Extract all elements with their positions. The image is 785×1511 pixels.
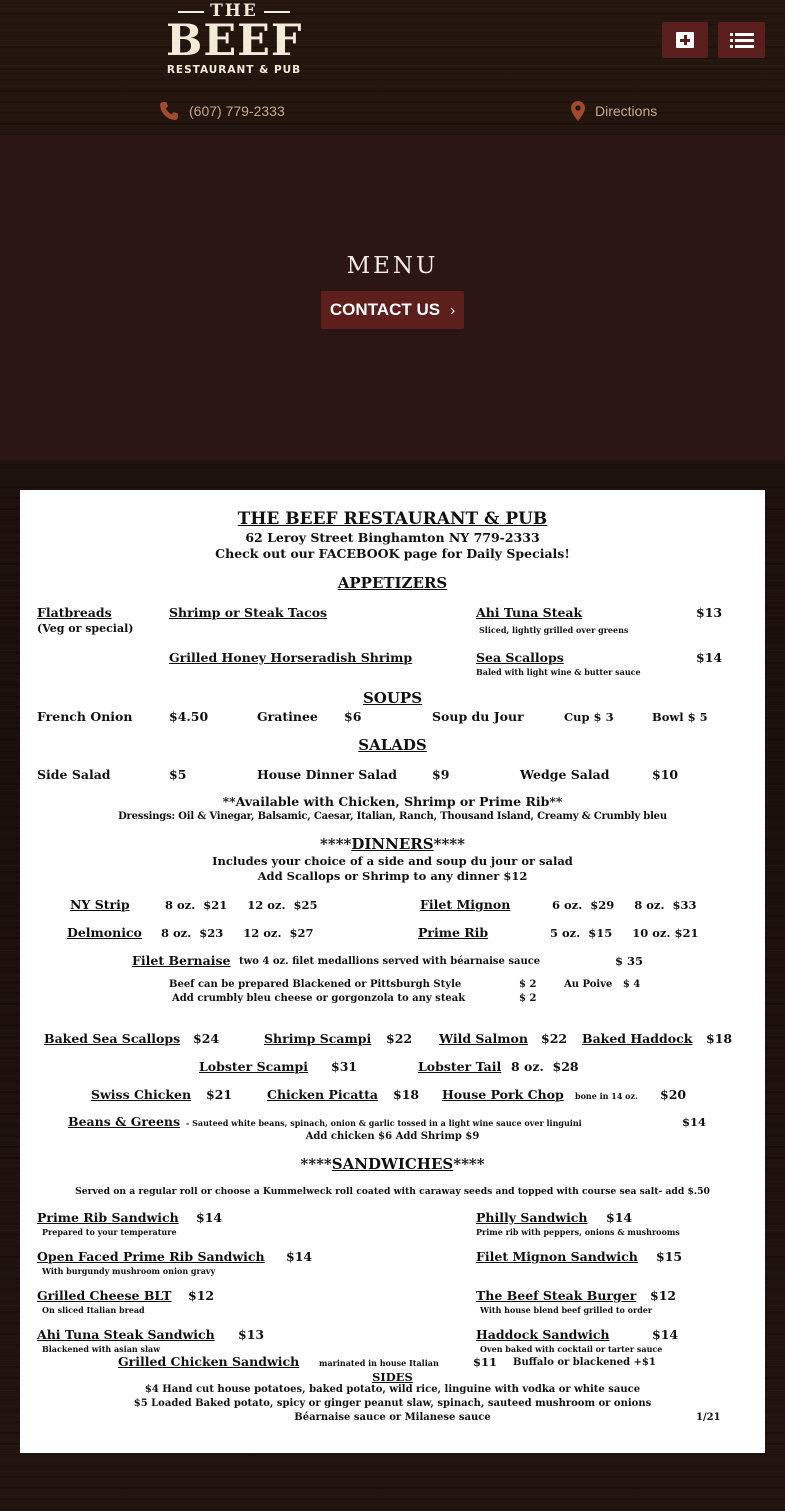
horseradish-shrimp: Grilled Honey Horseradish Shrimp [169,650,413,665]
house-pork-chop: House Pork Chop [442,1087,564,1102]
salad-available: **Available with Chicken, Shrimp or Prime Rib** [222,794,563,809]
steak-burger: The Beef Steak Burger [476,1288,637,1303]
sandwiches-heading [20,1155,765,1173]
dinners-stars-left: **** [320,835,352,853]
ny-strip: NY Strip [70,897,130,912]
sandwiches-stars-left: **** [300,1155,332,1173]
chevron-right-icon: › [450,301,456,319]
contact-us-button[interactable] [321,291,464,329]
side-salad-price: $5 [169,767,187,782]
filet-mignon: Filet Mignon [420,897,511,912]
grilled-chicken-desc: marinated in house Italian [319,1358,439,1368]
lobster-tail: Lobster Tail [418,1059,502,1074]
soup-bowl: Bowl $ 5 [652,710,708,724]
sea-scallops-note: Baled with light wine & butter sauce [476,667,641,677]
tacos: Shrimp or Steak Tacos [169,605,328,620]
menu-toggle-button[interactable] [718,22,765,58]
baked-sea-scallops: Baked Sea Scallops [44,1031,181,1046]
shrimp-scampi: Shrimp Scampi [264,1031,372,1046]
grilled-cheese-blt-price: $12 [188,1288,215,1303]
gratinee: Gratinee [257,709,318,724]
haddock-sandwich-price: $14 [652,1327,679,1342]
ahi-tuna-price: $13 [696,605,723,620]
sea-scallops-price: $14 [696,650,723,665]
baked-sea-scallops-price: $24 [193,1031,220,1046]
sandwiches-served: Served on a regular roll or choose a Kummelweck roll coated with caraway seeds and topped with course sea salt- add $.50 [75,1186,710,1197]
contact-us-label: CONTACT US [329,300,441,319]
philly-sandwich-price: $14 [606,1210,633,1225]
lobster-tail-price: 8 oz. $28 [511,1059,579,1074]
baked-haddock-price: $18 [706,1031,733,1046]
philly-sandwich-note: Prime rib with peppers, onions & mushrooms [476,1227,680,1237]
open-faced-sandwich-price: $14 [286,1249,313,1264]
philly-sandwich: Philly Sandwich [476,1210,588,1225]
chicken-picatta-price: $18 [393,1087,420,1102]
salad-dressings: Dressings: Oil & Vinegar, Balsamic, Caesar, Italian, Ranch, Thousand Island, Creamy & Crumbly bleu [118,811,667,822]
wild-salmon-price: $22 [541,1031,568,1046]
salads-heading: SALADS [358,736,427,754]
grilled-chicken-price: $11 [473,1355,498,1369]
open-faced-sandwich: Open Faced Prime Rib Sandwich [37,1249,265,1264]
swiss-chicken-price: $21 [206,1087,233,1102]
phone-number: (607) 779-2333 [189,103,285,119]
swiss-chicken: Swiss Chicken [91,1087,192,1102]
grilled-cheese-blt: Grilled Cheese BLT [37,1288,172,1303]
ahi-tuna-sandwich-price: $13 [238,1327,265,1342]
grilled-chicken-sandwich: Grilled Chicken Sandwich [118,1354,300,1369]
menu-date: 1/21 [696,1412,721,1423]
flatbreads-note: (Veg or special) [37,622,134,635]
wedge-salad: Wedge Salad [520,767,610,782]
logo[interactable] [166,2,302,78]
steak-burger-note: With house blend beef grilled to order [480,1305,653,1315]
hero-banner [0,135,785,460]
prime-rib: Prime Rib [418,925,489,940]
filet-bernaise-desc: two 4 oz. filet medallions served with béarnaise sauce [239,956,541,967]
grilled-cheese-blt-note: On sliced Italian bread [42,1305,145,1315]
page-title: MENU [346,253,439,279]
ahi-tuna: Ahi Tuna Steak [476,605,583,620]
shrimp-scampi-price: $22 [386,1031,413,1046]
dinners-heading [20,835,765,853]
filet-mignon-sandwich-price: $15 [656,1249,683,1264]
logo-beef: BEEF [166,16,303,66]
french-onion: French Onion [37,709,133,724]
directions-label: Directions [595,103,658,119]
ahi-tuna-sandwich: Ahi Tuna Steak Sandwich [37,1327,215,1342]
menu-image [20,490,765,1453]
list-icon [730,33,754,48]
delmonico: Delmonico [67,925,142,940]
prime-rib-sandwich-price: $14 [196,1210,223,1225]
filet-bernaise: Filet Bernaise [132,953,231,968]
sandwiches-heading-text: SANDWICHES [331,1155,454,1173]
bleu-cheese-price: $ 2 [519,993,537,1004]
soups-heading: SOUPS [362,689,423,707]
ny-strip-prices: 8 oz. $21 12 oz. $25 [165,898,318,912]
gratinee-price: $6 [344,709,362,724]
dinners-includes: Includes your choice of a side and soup du jour or salad [212,854,573,868]
filet-mignon-sandwich: Filet Mignon Sandwich [476,1249,638,1264]
house-salad: House Dinner Salad [257,767,397,782]
dinners-add: Add Scallops or Shrimp to any dinner $12 [257,869,528,883]
beans-and-greens: Beans & Greens [68,1114,181,1129]
bleu-cheese: Add crumbly bleu cheese or gorgonzola to any steak [172,993,466,1004]
ahi-tuna-sandwich-note: Blackened with asian slaw [42,1344,161,1354]
plus-square-icon [676,32,694,48]
haddock-sandwich-note: Oven baked with cocktail or tarter sauce [480,1344,663,1354]
chicken-picatta: Chicken Picatta [267,1087,378,1102]
soup-cup: Cup $ 3 [564,710,614,724]
delmonico-prices: 8 oz. $23 12 oz. $27 [161,926,314,940]
flatbreads: Flatbreads [37,605,112,620]
lobster-scampi-price: $31 [331,1059,358,1074]
blackened: Beef can be prepared Blackened or Pittsburgh Style [169,979,462,990]
open-faced-sandwich-note: With burgundy mushroom onion gravy [42,1266,216,1276]
sides-line-2: $5 Loaded Baked potato, spicy or ginger peanut slaw, spinach, sauteed mushroom or onions [133,1398,652,1409]
sides-line-1: $4 Hand cut house potatoes, baked potato, wild rice, linguine with vodka or white sauce [144,1384,641,1395]
beans-and-greens-desc: - Sauteed white beans, spinach, onion & garlic tossed in a light wine sauce over linguini [186,1118,582,1128]
wild-salmon: Wild Salmon [439,1031,528,1046]
menu-facebook: Check out our FACEBOOK page for Daily Specials! [215,546,570,561]
menu-address: 62 Leroy Street Binghamton NY 779-2333 [245,530,540,545]
steak-burger-price: $12 [650,1288,677,1303]
prime-rib-prices: 5 oz. $15 10 oz. $21 [550,926,699,940]
french-onion-price: $4.50 [169,709,209,724]
haddock-sandwich: Haddock Sandwich [476,1327,610,1342]
lobster-scampi: Lobster Scampi [199,1059,309,1074]
sides-line-3: Béarnaise sauce or Milanese sauce [294,1412,491,1423]
prime-rib-sandwich-note: Prepared to your temperature [42,1227,177,1237]
house-salad-price: $9 [432,767,450,782]
logo-subtitle: RESTAURANT & PUB [166,64,302,76]
wedge-salad-price: $10 [652,767,679,782]
sea-scallops: Sea Scallops [476,650,564,665]
soup-du-jour: Soup du Jour [432,709,524,724]
beans-and-greens-price: $14 [682,1115,707,1129]
filet-bernaise-price: $ 35 [615,954,644,968]
logo-the: THE [166,2,302,20]
blackened-price: $ 2 [519,979,537,990]
appetizers-heading: APPETIZERS [337,574,448,592]
side-salad: Side Salad [37,767,111,782]
filet-mignon-prices: 6 oz. $29 8 oz. $33 [552,898,697,912]
phone-icon [159,101,179,121]
directions-link[interactable] [571,101,657,121]
house-pork-chop-price: $20 [660,1087,687,1102]
add-button[interactable] [662,22,708,58]
sides-heading: SIDES [372,1370,413,1384]
prime-rib-sandwich: Prime Rib Sandwich [37,1210,179,1225]
beans-and-greens-add: Add chicken $6 Add Shrimp $9 [305,1131,480,1142]
house-pork-chop-note: bone in 14 oz. [575,1091,638,1101]
menu-title: THE BEEF RESTAURANT & PUB [237,509,548,529]
ahi-tuna-note: Sliced, lightly grilled over greens [479,625,629,635]
map-pin-icon [571,101,585,121]
phone-link[interactable] [159,101,285,121]
dinners-heading-text: DINNERS [351,835,434,853]
dinners-stars-right: **** [433,835,465,853]
sandwiches-stars-right: **** [453,1155,485,1173]
grilled-chicken-buffalo: Buffalo or blackened +$1 [513,1357,656,1368]
site-header [0,0,785,135]
au-poive: Au Poive $ 4 [564,979,641,990]
baked-haddock: Baked Haddock [582,1031,693,1046]
